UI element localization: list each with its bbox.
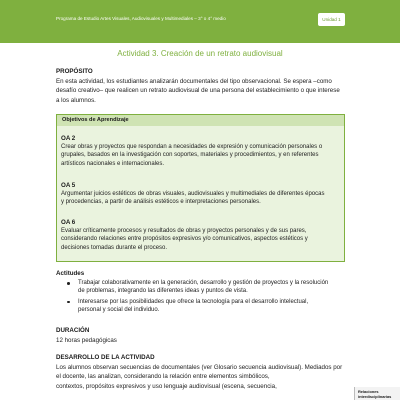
actitudes-list xyxy=(56,279,346,315)
oa-line: grupales, basados en la investigación con soportes, materiales y procedimientos, y en referentes xyxy=(61,152,319,159)
oa-item xyxy=(61,218,341,252)
proposito-line: desafío creativo– que realicen un retrato audiovisual de una persona del establecimiento o que interese xyxy=(56,87,340,95)
oa-line: Evaluar críticamente procesos y resultados de obras y proyectos personales y de sus pares, xyxy=(61,228,307,234)
proposito-text xyxy=(56,77,346,105)
oa-line: decisiones tomadas durante el proceso. xyxy=(61,244,168,251)
objetivos-header: Objetivos de Aprendizaje xyxy=(57,115,344,126)
bullet-icon xyxy=(67,301,70,304)
oa-line: considerando relaciones entre propósitos expresivos y/o comunicativos, aspectos estéticos y xyxy=(61,236,308,243)
desarrollo-text xyxy=(56,363,350,391)
oa-line: Crear obras y proyectos que respondan a necesidades de expresión y comunicación personales o xyxy=(61,144,323,150)
actitud-line: Interesarse por las posibilidades que ofrece la tecnología para el desarrollo intelectual, xyxy=(78,298,309,305)
proposito-line: En esta actividad, los estudiantes analizarán documentales del tipo observacional. Se espera –como xyxy=(56,78,332,85)
side-note-box xyxy=(354,387,400,400)
list-item xyxy=(56,279,346,296)
oa-title: OA 6 xyxy=(61,219,76,226)
oa-item xyxy=(61,181,341,207)
actitud-line: de problemas, integrando las diferentes ideas y puntos de vista. xyxy=(78,288,248,295)
objetivos-box xyxy=(56,114,345,262)
duracion-value: 12 horas pedagógicas xyxy=(56,337,117,344)
activity-title: Actividad 3. Creación de un retrato audiovisual xyxy=(117,49,283,58)
proposito-line: a los alumnos. xyxy=(56,96,96,104)
proposito-label: PROPÓSITO xyxy=(56,68,93,75)
unit-badge: Unidad 1 xyxy=(318,13,345,26)
desarrollo-label: DESARROLLO DE LA ACTIVIDAD xyxy=(56,354,155,361)
oa-line: artísticos nacionales e internacionales. xyxy=(61,160,165,167)
list-item xyxy=(56,298,346,315)
actitud-line: personal y social del individuo. xyxy=(78,307,160,314)
bullet-icon xyxy=(67,282,70,285)
oa-line: Argumentar juicios estéticos de obras visuales, audiovisuales y multimediales de diferentes épocas xyxy=(61,191,325,197)
program-title: Programa de Estudio Artes Visuales, Audiovisuales y Multimediales – 3° o 4° medio xyxy=(56,16,226,21)
side-note-line: interdisciplinarias xyxy=(358,394,392,399)
oa-title: OA 2 xyxy=(61,135,76,142)
side-note-line: Relaciones xyxy=(358,389,379,394)
desarrollo-line: Los alumnos observan secuencias de documentales (ver Glosario secuencia audiovisual). Mediados por xyxy=(56,364,343,371)
oa-line: y procedencias, a partir de análisis estéticos e interpretaciones personales. xyxy=(61,199,261,206)
desarrollo-line: contextos, propósitos expresivos y uso lenguaje audiovisual (escena, secuencia, xyxy=(56,382,277,390)
actitud-line: Trabajar colaborativamente en la generación, desarrollo y gestión de proyectos y la resolución xyxy=(78,280,329,286)
oa-title: OA 5 xyxy=(61,182,76,189)
actitudes-label: Actitudes xyxy=(56,270,85,277)
desarrollo-line: el docente, las analizan, considerando la relación entre elementos simbólicos, xyxy=(56,373,270,381)
oa-item xyxy=(61,134,341,168)
duracion-label: DURACIÓN xyxy=(56,327,90,334)
page-header xyxy=(0,0,400,43)
